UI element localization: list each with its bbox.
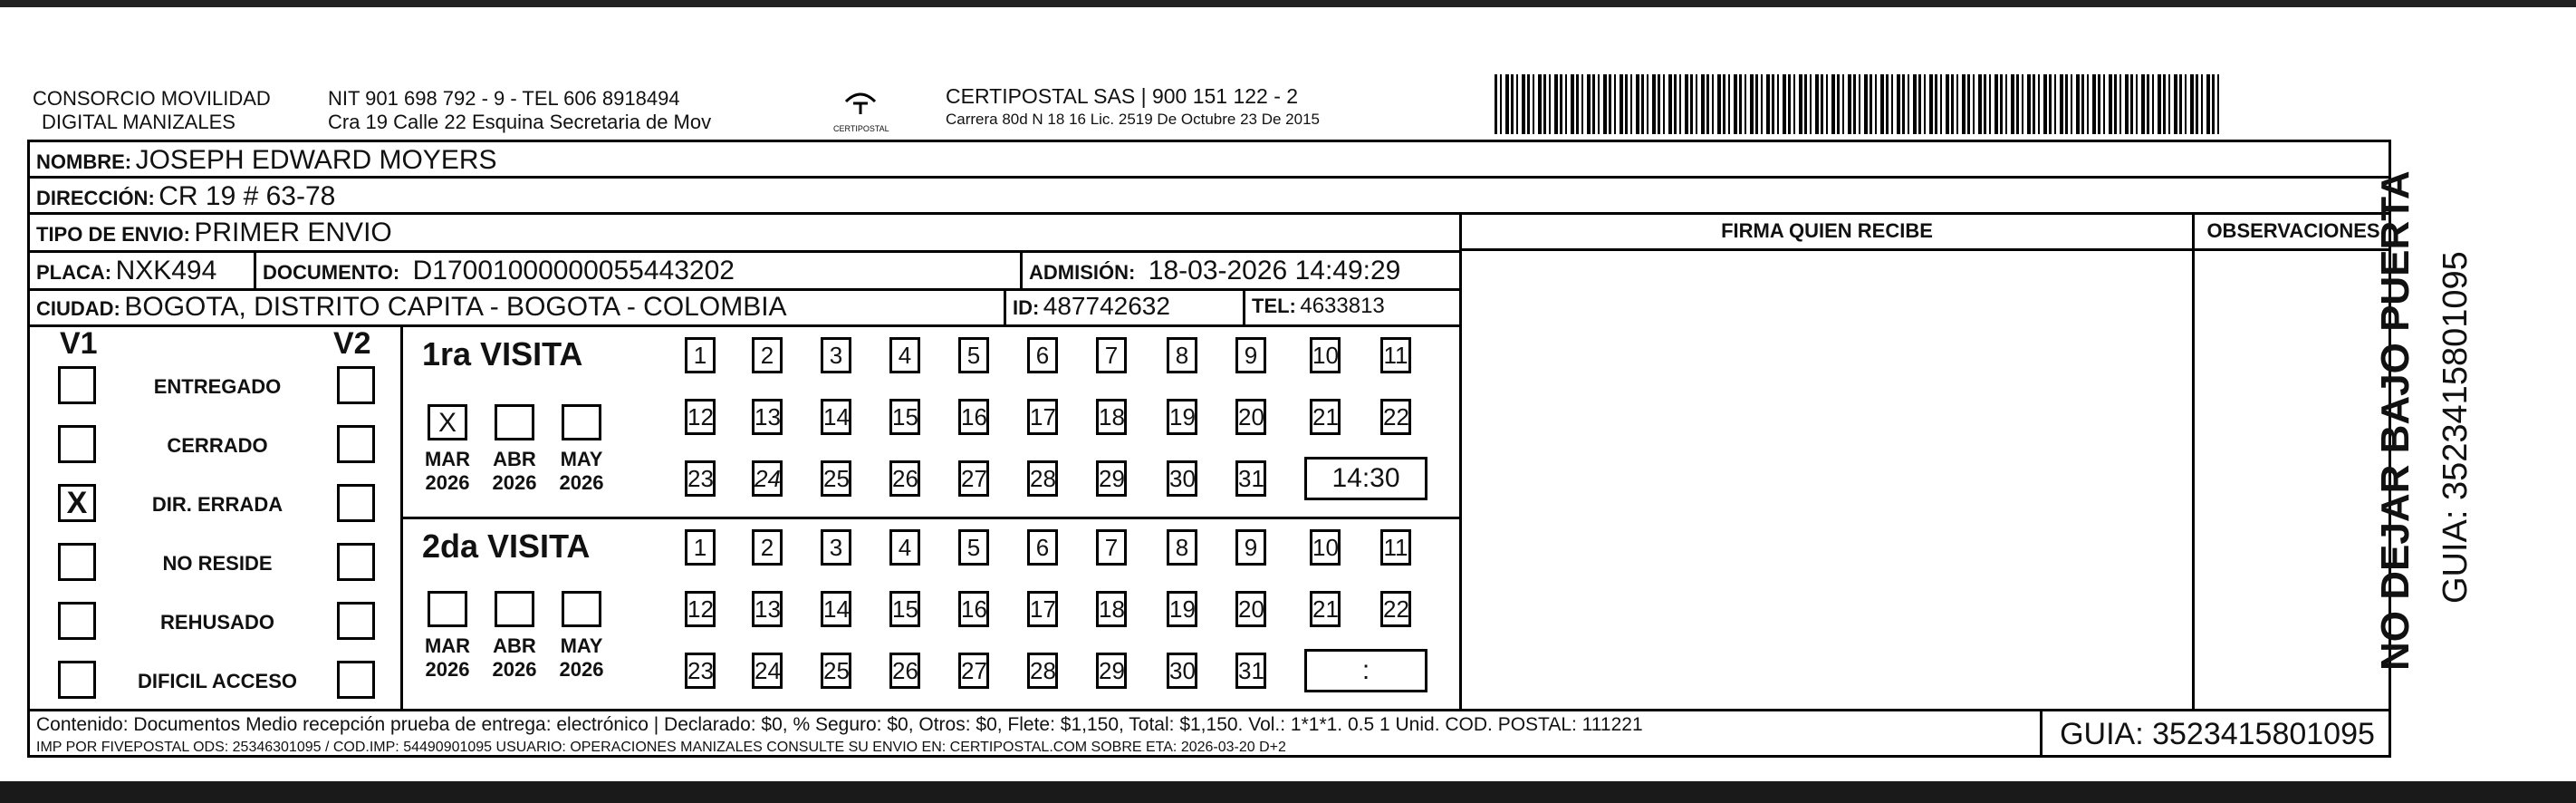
first-day-box[interactable]: 11 xyxy=(1380,337,1411,373)
nombre-value: JOSEPH EDWARD MOYERS xyxy=(135,145,497,175)
first-day-box[interactable]: 27 xyxy=(958,460,989,497)
first-visit-title: 1ra VISITA xyxy=(422,335,583,372)
second-day-box[interactable]: 21 xyxy=(1310,591,1341,627)
contenido-text: Contenido: Documentos Medio recepción prueba de entrega: electrónico | Declarado: $0, % Seguro: $0, Otros: $0, Flete: $1,150, Total: $1,150. Vol.: 1*1*1. 0.5 1 Unid. COD. POSTAL: 111221 xyxy=(36,714,1643,735)
documento-label: DOCUMENTO: xyxy=(263,261,400,284)
second-day-box[interactable]: 7 xyxy=(1096,529,1127,566)
second-month-checkbox[interactable] xyxy=(428,591,467,627)
second-day-box[interactable]: 4 xyxy=(889,529,920,566)
second-day-box[interactable]: 29 xyxy=(1096,653,1127,689)
status-label: DIR. ERRADA xyxy=(151,493,284,516)
first-day-box[interactable]: 4 xyxy=(889,337,920,373)
placa-field xyxy=(36,256,216,286)
first-month-checkbox[interactable]: X xyxy=(428,404,467,440)
second-day-box[interactable]: 3 xyxy=(821,529,851,566)
v1-checkbox[interactable]: X xyxy=(58,484,96,522)
certipostal-line: CERTIPOSTAL SAS | 900 151 122 - 2 xyxy=(946,84,1299,108)
first-day-box[interactable]: 17 xyxy=(1027,399,1058,435)
logo-text: CERTIPOSTAL xyxy=(833,124,889,133)
first-day-box[interactable]: 2 xyxy=(752,337,783,373)
second-day-box[interactable]: 12 xyxy=(685,591,716,627)
documento-value: D17001000000055443202 xyxy=(412,256,735,285)
license-line: Carrera 80d N 18 16 Lic. 2519 De Octubre 23 De 2015 xyxy=(946,111,1320,128)
v2-checkbox[interactable] xyxy=(337,484,375,522)
first-day-box[interactable]: 15 xyxy=(889,399,920,435)
id-field xyxy=(1013,292,1170,321)
v2-checkbox[interactable] xyxy=(337,366,375,404)
ciudad-value: BOGOTA, DISTRITO CAPITA - BOGOTA - COLOMBIA xyxy=(124,292,787,322)
year-label: 2026 xyxy=(492,658,537,681)
month-label: MAR xyxy=(424,634,471,657)
status-label: DIFICIL ACCESO xyxy=(137,670,297,692)
company-line-1: CONSORCIO MOVILIDAD xyxy=(33,87,271,110)
first-day-box[interactable]: 19 xyxy=(1167,399,1197,435)
v2-header: V2 xyxy=(333,326,371,361)
second-day-box[interactable]: 1 xyxy=(685,529,716,566)
tipo-label: TIPO DE ENVIO: xyxy=(36,223,190,246)
year-label: 2026 xyxy=(425,658,470,681)
second-month-checkbox[interactable] xyxy=(562,591,601,627)
month-label: MAR xyxy=(424,448,471,470)
guia-box: GUIA: 3523415801095 xyxy=(2060,717,2375,751)
placa-label: PLACA: xyxy=(36,261,112,284)
observaciones-header: OBSERVACIONES xyxy=(2206,219,2380,242)
second-day-box[interactable]: 18 xyxy=(1096,591,1127,627)
second-day-box[interactable]: 28 xyxy=(1027,653,1058,689)
first-day-box[interactable]: 25 xyxy=(821,460,851,497)
second-day-box[interactable]: 20 xyxy=(1235,591,1266,627)
top-border xyxy=(0,0,2576,7)
v1-checkbox[interactable] xyxy=(58,366,96,404)
status-label: REHUSADO xyxy=(160,611,274,634)
nit-line: NIT 901 698 792 - 9 - TEL 606 8918494 xyxy=(328,87,680,110)
first-day-box[interactable]: 26 xyxy=(889,460,920,497)
v1-checkbox[interactable] xyxy=(58,543,96,581)
status-label: ENTREGADO xyxy=(153,375,282,398)
ciudad-label: CIUDAD: xyxy=(36,297,120,320)
v1-checkbox[interactable] xyxy=(58,661,96,699)
second-day-box[interactable]: 30 xyxy=(1167,653,1197,689)
second-day-box[interactable]: 10 xyxy=(1310,529,1341,566)
v1-checkbox[interactable] xyxy=(58,602,96,640)
first-day-box[interactable]: 28 xyxy=(1027,460,1058,497)
second-day-box[interactable]: 25 xyxy=(821,653,851,689)
v2-checkbox[interactable] xyxy=(337,661,375,699)
first-day-box[interactable]: 9 xyxy=(1235,337,1266,373)
placa-value: NXK494 xyxy=(115,256,217,285)
first-day-box[interactable]: 30 xyxy=(1167,460,1197,497)
company-line-2: DIGITAL MANIZALES xyxy=(42,111,235,133)
v2-checkbox[interactable] xyxy=(337,543,375,581)
first-day-box[interactable]: 6 xyxy=(1027,337,1058,373)
first-day-box[interactable]: 12 xyxy=(685,399,716,435)
first-day-box[interactable]: 21 xyxy=(1310,399,1341,435)
first-day-box[interactable]: 18 xyxy=(1096,399,1127,435)
tipo-row xyxy=(36,218,392,248)
month-label: ABR xyxy=(493,448,536,470)
company-contact xyxy=(328,87,711,134)
second-day-box[interactable]: 13 xyxy=(752,591,783,627)
tipo-value: PRIMER ENVIO xyxy=(194,218,392,247)
tel-field xyxy=(1252,294,1385,319)
first-time-box[interactable]: 14:30 xyxy=(1304,457,1427,500)
second-day-box[interactable]: 14 xyxy=(821,591,851,627)
logo-icon xyxy=(833,83,888,120)
firma-header: FIRMA QUIEN RECIBE xyxy=(1721,219,1933,242)
second-day-box[interactable]: 31 xyxy=(1235,653,1266,689)
first-day-box[interactable]: 24 xyxy=(752,460,783,497)
first-day-box[interactable]: 20 xyxy=(1235,399,1266,435)
second-day-box[interactable]: 19 xyxy=(1167,591,1197,627)
second-time-box[interactable]: : xyxy=(1304,649,1427,692)
second-day-box[interactable]: 11 xyxy=(1380,529,1411,566)
second-month-checkbox[interactable] xyxy=(495,591,534,627)
first-day-box[interactable]: 8 xyxy=(1167,337,1197,373)
direccion-row xyxy=(36,181,335,212)
year-label: 2026 xyxy=(559,471,604,494)
observations-area[interactable] xyxy=(2199,254,2388,705)
first-day-box[interactable]: 14 xyxy=(821,399,851,435)
second-day-box[interactable]: 2 xyxy=(752,529,783,566)
second-day-box[interactable]: 5 xyxy=(958,529,989,566)
admision-value: 18-03-2026 14:49:29 xyxy=(1148,256,1401,285)
first-day-box[interactable]: 23 xyxy=(685,460,716,497)
signature-area[interactable] xyxy=(1467,254,2188,705)
second-day-box[interactable]: 6 xyxy=(1027,529,1058,566)
second-day-box[interactable]: 17 xyxy=(1027,591,1058,627)
barcode xyxy=(1495,74,2219,134)
first-day-box[interactable]: 16 xyxy=(958,399,989,435)
second-day-box[interactable]: 15 xyxy=(889,591,920,627)
first-day-box[interactable]: 10 xyxy=(1310,337,1341,373)
documento-field xyxy=(263,256,735,286)
address-line: Cra 19 Calle 22 Esquina Secretaria de Mov xyxy=(328,111,712,133)
second-day-box[interactable]: 26 xyxy=(889,653,920,689)
bottom-border xyxy=(0,781,2576,803)
admision-label: ADMISIÓN: xyxy=(1029,261,1136,284)
month-label: ABR xyxy=(493,634,536,657)
second-day-box[interactable]: 24 xyxy=(752,653,783,689)
first-day-box[interactable]: 13 xyxy=(752,399,783,435)
certipostal-logo xyxy=(833,83,888,141)
ciudad-field xyxy=(36,292,787,323)
year-label: 2026 xyxy=(492,471,537,494)
nombre-label: NOMBRE: xyxy=(36,150,132,173)
second-day-box[interactable]: 9 xyxy=(1235,529,1266,566)
first-day-box[interactable]: 3 xyxy=(821,337,851,373)
status-label: CERRADO xyxy=(167,434,268,457)
second-day-box[interactable]: 22 xyxy=(1380,591,1411,627)
admision-field xyxy=(1029,256,1400,286)
nombre-row xyxy=(36,145,497,176)
month-label: MAY xyxy=(560,448,603,470)
first-month-checkbox[interactable] xyxy=(562,404,601,440)
direccion-value: CR 19 # 63-78 xyxy=(159,181,336,211)
second-day-box[interactable]: 23 xyxy=(685,653,716,689)
first-day-box[interactable]: 5 xyxy=(958,337,989,373)
imp-text: IMP POR FIVEPOSTAL ODS: 25346301095 / COD.IMP: 54490901095 USUARIO: OPERACIONES MANIZALES CONSULTE SU ENVIO EN: CERTIPOSTAL.COM SOBRE ETA: 2026-03-20 D+2 xyxy=(36,740,1286,755)
first-month-checkbox[interactable] xyxy=(495,404,534,440)
warning-text: NO DEJAR BAJO PUERTA xyxy=(2373,170,2417,671)
id-value: 487742632 xyxy=(1043,292,1170,320)
second-visit-title: 2da VISITA xyxy=(422,527,591,565)
year-label: 2026 xyxy=(559,658,604,681)
certipostal-info xyxy=(946,83,1320,131)
v2-checkbox[interactable] xyxy=(337,602,375,640)
second-day-box[interactable]: 8 xyxy=(1167,529,1197,566)
side-guia: GUIA: 3523415801095 xyxy=(2437,251,2475,604)
first-day-box[interactable]: 22 xyxy=(1380,399,1411,435)
first-day-box[interactable]: 29 xyxy=(1096,460,1127,497)
v1-header: V1 xyxy=(60,326,98,361)
tel-label: TEL: xyxy=(1252,295,1296,317)
first-day-box[interactable]: 1 xyxy=(685,337,716,373)
second-day-box[interactable]: 27 xyxy=(958,653,989,689)
direccion-label: DIRECCIÓN: xyxy=(36,187,155,209)
tel-value: 4633813 xyxy=(1300,294,1385,318)
month-label: MAY xyxy=(560,634,603,657)
v1-checkbox[interactable] xyxy=(58,425,96,463)
v2-checkbox[interactable] xyxy=(337,425,375,463)
second-day-box[interactable]: 16 xyxy=(958,591,989,627)
year-label: 2026 xyxy=(425,471,470,494)
first-day-box[interactable]: 7 xyxy=(1096,337,1127,373)
first-day-box[interactable]: 31 xyxy=(1235,460,1266,497)
company-name xyxy=(33,87,271,134)
status-label: NO RESIDE xyxy=(162,552,273,575)
id-label: ID: xyxy=(1013,296,1040,319)
